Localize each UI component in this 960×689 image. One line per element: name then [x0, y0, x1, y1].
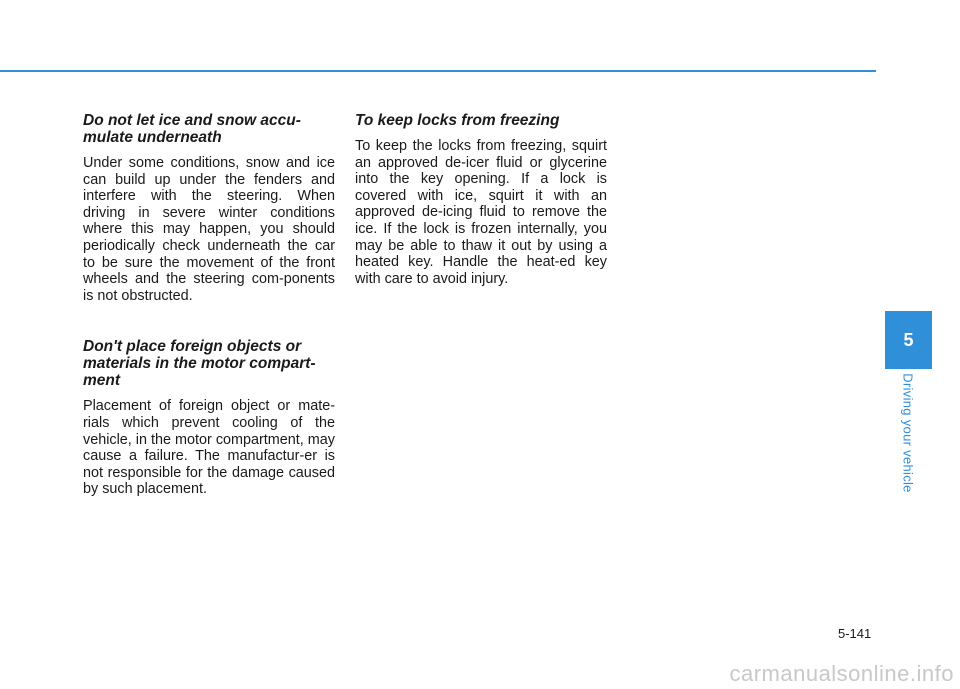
- watermark: carmanualsonline.info: [729, 661, 954, 686]
- ice-snow-heading: Do not let ice and snow accu- mulate underneath: [83, 112, 301, 146]
- left-column: [83, 112, 335, 520]
- foreign-objects-body: Placement of foreign object or mate-rials which prevent cooling of the vehicle, in the motor compartment, may cause a failure. The manufactur-er is not responsible for the damage caused by such placement.: [83, 398, 335, 498]
- right-column: [355, 112, 607, 309]
- chapter-number: 5: [903, 329, 914, 350]
- locks-body: To keep the locks from freezing, squirt an approved de-icer fluid or glycerine into the key opening. If a lock is covered with ice, squirt it with an approved de-icing fluid to remove the ice. If the lock is frozen internally, you may be able to thaw it out by using a heated key. Handle the heat-ed key with care to avoid injury.: [355, 138, 607, 287]
- top-rule: [0, 70, 876, 72]
- page-number: 5-141: [838, 626, 872, 641]
- chapter-tab: [885, 311, 932, 369]
- chapter-title: Driving your vehicle: [900, 373, 916, 493]
- ice-snow-body: Under some conditions, snow and ice can build up under the fenders and interfere with the steering. When driving in severe winter conditions where this may happen, you should periodically check underneath the car to be sure the movement of the front wheels and the steering com-ponents is not obstructed.: [83, 155, 335, 304]
- foreign-objects-heading: Don't place foreign objects or materials in the motor compart-ment: [83, 338, 316, 390]
- locks-heading: To keep locks from freezing: [355, 112, 560, 129]
